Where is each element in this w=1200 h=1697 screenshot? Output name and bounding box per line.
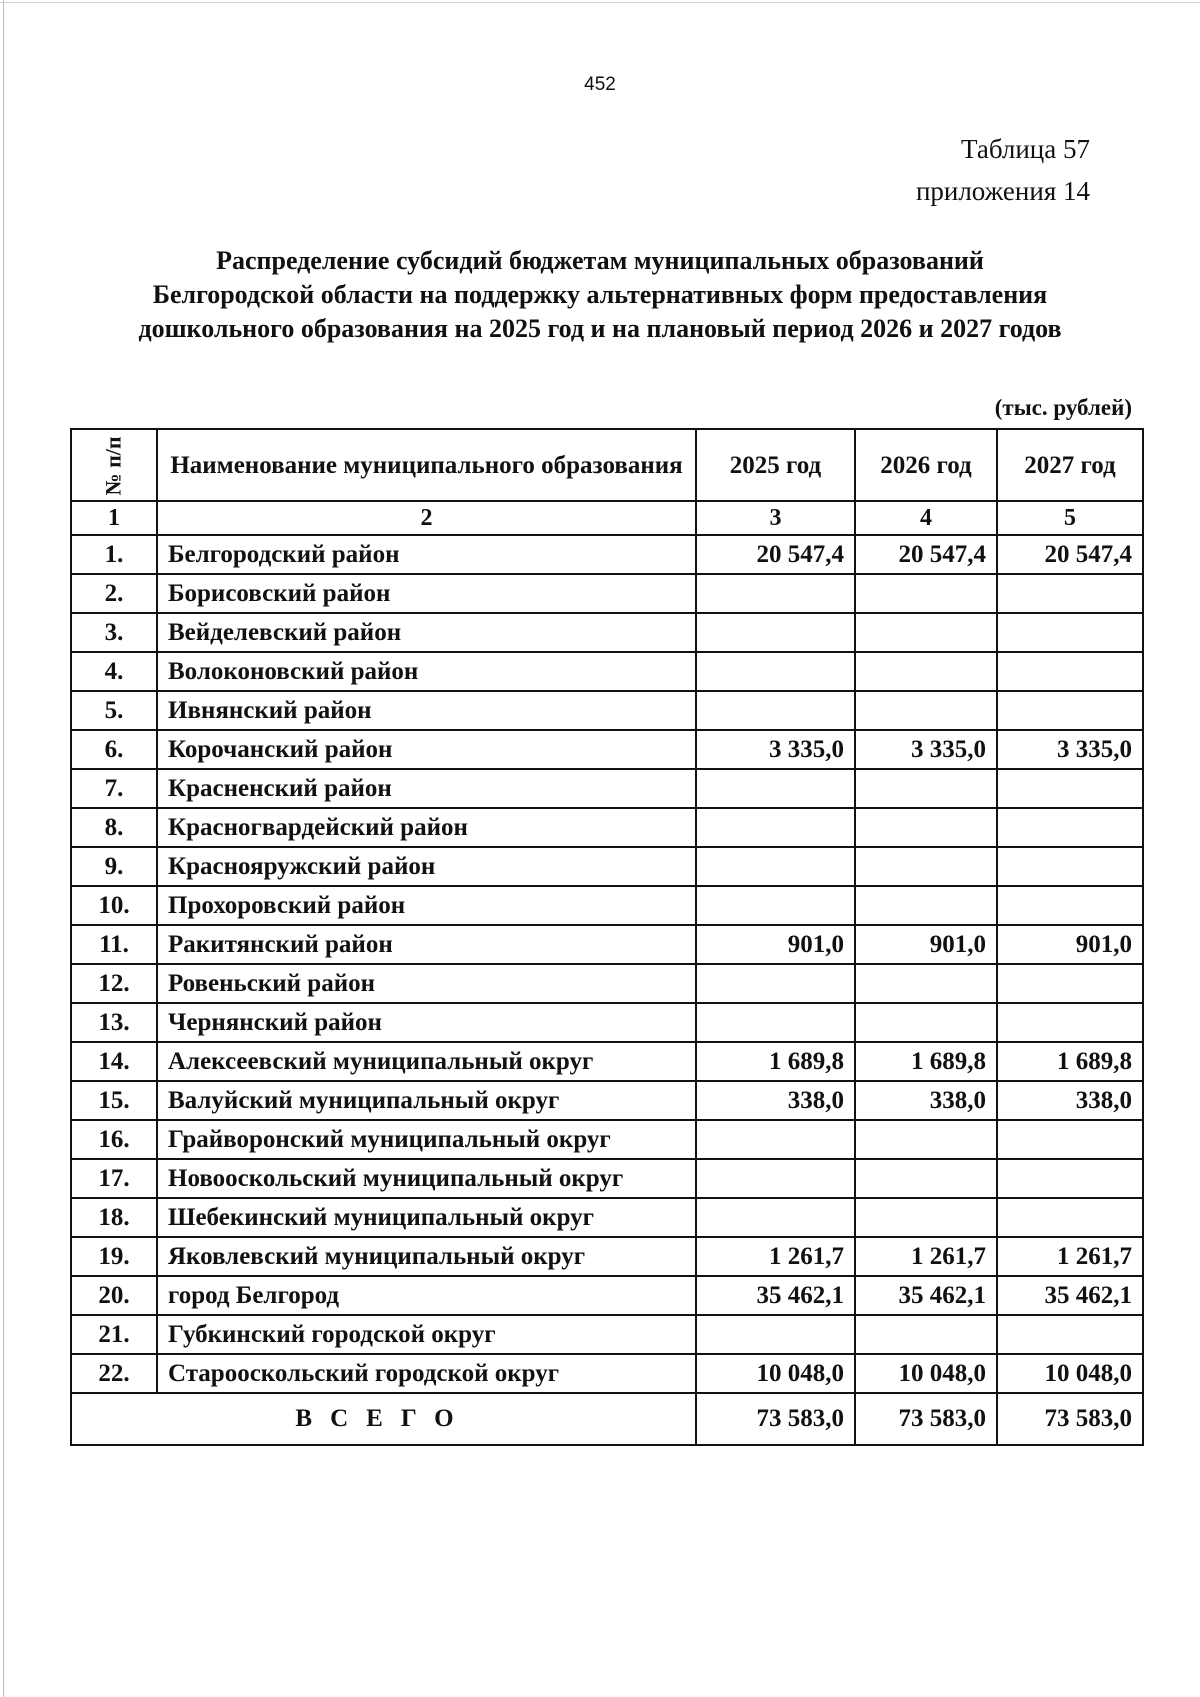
- value-2027: [997, 769, 1143, 808]
- table-ref-line: приложения 14: [915, 176, 1090, 206]
- header-row: [71, 429, 1143, 501]
- value-2025: 1 689,8: [696, 1042, 855, 1081]
- value-2025: 20 547,4: [696, 535, 855, 574]
- value-2026: [855, 808, 997, 847]
- value-2027: [997, 1003, 1143, 1042]
- value-2025: 338,0: [696, 1081, 855, 1120]
- value-2026: [855, 691, 997, 730]
- value-2027: [997, 964, 1143, 1003]
- title-line: Распределение субсидий бюджетам муниципальных образований: [216, 246, 984, 275]
- value-2025: [696, 613, 855, 652]
- value-2026: 10 048,0: [855, 1354, 997, 1393]
- value-2027: [997, 1159, 1143, 1198]
- value-2026: 901,0: [855, 925, 997, 964]
- total-value-2025: 73 583,0: [696, 1393, 855, 1445]
- value-2025: [696, 1198, 855, 1237]
- municipality-name: Ивнянский район: [157, 691, 696, 730]
- municipality-name: Ровеньский район: [157, 964, 696, 1003]
- table-row: [71, 964, 1143, 1003]
- value-2027: 901,0: [997, 925, 1143, 964]
- value-2025: [696, 691, 855, 730]
- row-number: 14.: [71, 1042, 157, 1081]
- total-value-2026: 73 583,0: [855, 1393, 997, 1445]
- subsidy-table: [70, 428, 1144, 1446]
- value-2025: 901,0: [696, 925, 855, 964]
- municipality-name: Чернянский район: [157, 1003, 696, 1042]
- row-number: 6.: [71, 730, 157, 769]
- title-line: дошкольного образования на 2025 год и на плановый период 2026 и 2027 годов: [138, 314, 1062, 343]
- value-2026: [855, 1198, 997, 1237]
- row-number: 20.: [71, 1276, 157, 1315]
- value-2026: [855, 769, 997, 808]
- value-2027: [997, 652, 1143, 691]
- row-number: 12.: [71, 964, 157, 1003]
- value-2027: 1 689,8: [997, 1042, 1143, 1081]
- row-number: 18.: [71, 1198, 157, 1237]
- column-index-row: [71, 501, 1143, 535]
- value-2027: 1 261,7: [997, 1237, 1143, 1276]
- municipality-name: Прохоровский район: [157, 886, 696, 925]
- table-row: [71, 1120, 1143, 1159]
- value-2027: [997, 1198, 1143, 1237]
- value-2025: [696, 964, 855, 1003]
- title-line: Белгородской области на поддержку альтернативных форм предоставления: [152, 280, 1048, 309]
- value-2026: [855, 574, 997, 613]
- municipality-name: Губкинский городской округ: [157, 1315, 696, 1354]
- value-2027: 35 462,1: [997, 1276, 1143, 1315]
- municipality-name: Яковлевский муниципальный округ: [157, 1237, 696, 1276]
- table-row: [71, 574, 1143, 613]
- value-2025: 3 335,0: [696, 730, 855, 769]
- table-row: [71, 808, 1143, 847]
- municipality-name: Валуйский муниципальный округ: [157, 1081, 696, 1120]
- table-row: [71, 535, 1143, 574]
- value-2027: [997, 847, 1143, 886]
- table-row: [71, 1081, 1143, 1120]
- value-2027: [997, 613, 1143, 652]
- table-row: [71, 1354, 1143, 1393]
- municipality-name: Грайворонский муниципальный округ: [157, 1120, 696, 1159]
- row-number: 8.: [71, 808, 157, 847]
- document-title: [60, 244, 1140, 346]
- header-number: № п/п: [71, 429, 157, 501]
- value-2026: [855, 652, 997, 691]
- value-2027: 10 048,0: [997, 1354, 1143, 1393]
- row-number: 11.: [71, 925, 157, 964]
- table-row: [71, 925, 1143, 964]
- row-number: 2.: [71, 574, 157, 613]
- table-row: [71, 652, 1143, 691]
- value-2025: [696, 1120, 855, 1159]
- value-2025: [696, 652, 855, 691]
- row-number: 21.: [71, 1315, 157, 1354]
- value-2026: [855, 1315, 997, 1354]
- value-2025: [696, 1003, 855, 1042]
- value-2027: [997, 1315, 1143, 1354]
- value-2025: [696, 847, 855, 886]
- table-row: [71, 1237, 1143, 1276]
- value-2025: 10 048,0: [696, 1354, 855, 1393]
- row-number: 3.: [71, 613, 157, 652]
- value-2027: [997, 808, 1143, 847]
- value-2027: 3 335,0: [997, 730, 1143, 769]
- value-2025: [696, 808, 855, 847]
- total-label: ВСЕГО: [71, 1393, 696, 1445]
- value-2026: 338,0: [855, 1081, 997, 1120]
- municipality-name: Волоконовский район: [157, 652, 696, 691]
- table-row: [71, 730, 1143, 769]
- row-number: 9.: [71, 847, 157, 886]
- value-2026: [855, 1120, 997, 1159]
- row-number: 7.: [71, 769, 157, 808]
- municipality-name: Алексеевский муниципальный округ: [157, 1042, 696, 1081]
- value-2026: [855, 847, 997, 886]
- table-row: [71, 1315, 1143, 1354]
- row-number: 5.: [71, 691, 157, 730]
- municipality-name: Красногвардейский район: [157, 808, 696, 847]
- value-2027: [997, 1120, 1143, 1159]
- value-2026: [855, 1159, 997, 1198]
- value-2025: [696, 1159, 855, 1198]
- table-row: [71, 1198, 1143, 1237]
- value-2026: 20 547,4: [855, 535, 997, 574]
- municipality-name: Белгородский район: [157, 535, 696, 574]
- header-2027: 2027 год: [997, 429, 1143, 501]
- row-number: 15.: [71, 1081, 157, 1120]
- value-2025: [696, 574, 855, 613]
- municipality-name: Краснояружский район: [157, 847, 696, 886]
- row-number: 17.: [71, 1159, 157, 1198]
- value-2025: 35 462,1: [696, 1276, 855, 1315]
- value-2026: [855, 886, 997, 925]
- total-row: [71, 1393, 1143, 1445]
- row-number: 13.: [71, 1003, 157, 1042]
- value-2026: 1 689,8: [855, 1042, 997, 1081]
- municipality-name: Корочанский район: [157, 730, 696, 769]
- municipality-name: Новооскольский муниципальный округ: [157, 1159, 696, 1198]
- value-2025: 1 261,7: [696, 1237, 855, 1276]
- table-row: [71, 1159, 1143, 1198]
- municipality-name: Красненский район: [157, 769, 696, 808]
- row-number: 1.: [71, 535, 157, 574]
- scan-edge: [0, 2, 1200, 3]
- row-number: 19.: [71, 1237, 157, 1276]
- row-number: 4.: [71, 652, 157, 691]
- header-name: Наименование муниципального образования: [157, 429, 696, 501]
- value-2026: 35 462,1: [855, 1276, 997, 1315]
- municipality-name: Старооскольский городской округ: [157, 1354, 696, 1393]
- table-row: [71, 886, 1143, 925]
- value-2026: [855, 1003, 997, 1042]
- table-row: [71, 769, 1143, 808]
- value-2027: 338,0: [997, 1081, 1143, 1120]
- units-label: (тыс. рублей): [994, 395, 1132, 420]
- table-reference: [916, 128, 1090, 212]
- row-number: 16.: [71, 1120, 157, 1159]
- value-2025: [696, 769, 855, 808]
- row-number: 10.: [71, 886, 157, 925]
- header-2025: 2025 год: [696, 429, 855, 501]
- value-2026: 1 261,7: [855, 1237, 997, 1276]
- municipality-name: Ракитянский район: [157, 925, 696, 964]
- row-number: 22.: [71, 1354, 157, 1393]
- value-2026: 3 335,0: [855, 730, 997, 769]
- municipality-name: Вейделевский район: [157, 613, 696, 652]
- table-body: [71, 429, 1143, 1445]
- value-2027: [997, 574, 1143, 613]
- table-row: [71, 1003, 1143, 1042]
- municipality-name: Борисовский район: [157, 574, 696, 613]
- table-row: [71, 1042, 1143, 1081]
- scan-edge: [3, 0, 4, 1697]
- value-2026: [855, 613, 997, 652]
- column-index: 4: [855, 501, 997, 535]
- value-2025: [696, 1315, 855, 1354]
- value-2027: [997, 886, 1143, 925]
- total-value-2027: 73 583,0: [997, 1393, 1143, 1445]
- table-ref-line: Таблица 57: [961, 134, 1090, 164]
- table-row: [71, 613, 1143, 652]
- table-row: [71, 1276, 1143, 1315]
- page-number: 452: [584, 74, 616, 95]
- value-2025: [696, 886, 855, 925]
- municipality-name: город Белгород: [157, 1276, 696, 1315]
- column-index: 2: [157, 501, 696, 535]
- value-2026: [855, 964, 997, 1003]
- column-index: 3: [696, 501, 855, 535]
- value-2027: [997, 691, 1143, 730]
- column-index: 1: [71, 501, 157, 535]
- header-2026: 2026 год: [855, 429, 997, 501]
- value-2027: 20 547,4: [997, 535, 1143, 574]
- table-row: [71, 847, 1143, 886]
- table-row: [71, 691, 1143, 730]
- column-index: 5: [997, 501, 1143, 535]
- municipality-name: Шебекинский муниципальный округ: [157, 1198, 696, 1237]
